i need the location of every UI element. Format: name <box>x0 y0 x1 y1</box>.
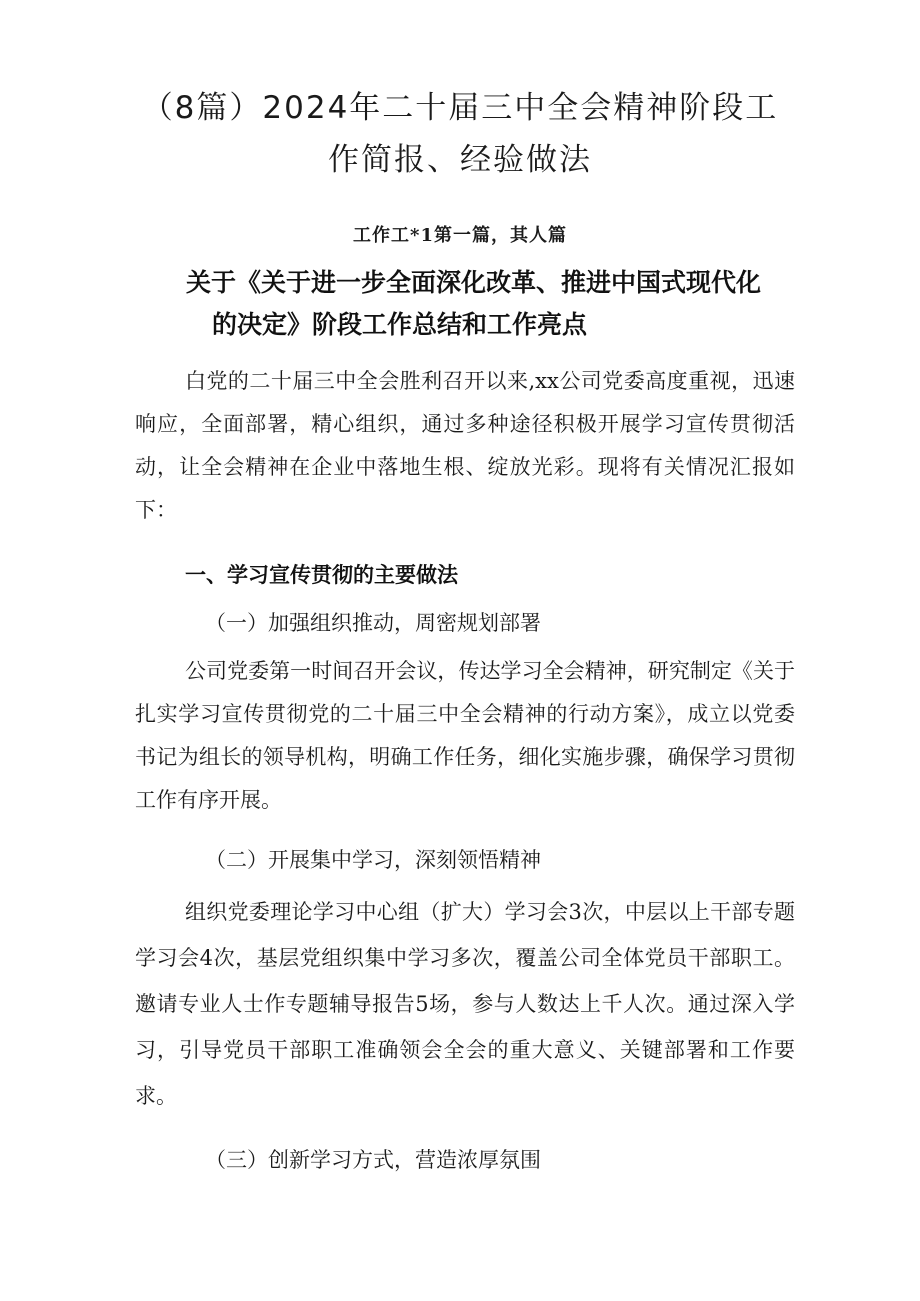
section-1-heading: 一、学习宣传贯彻的主要做法 <box>185 562 458 587</box>
subsection-3-heading: （三）创新学习方式，营造浓厚氛围 <box>205 1148 541 1172</box>
document-title <box>110 82 810 186</box>
article-title-line-1: 关于《关于进一步全面深化改革、推进中国式现代化 <box>186 268 762 297</box>
subsection-2-paragraph: 组织党委理论学习中心组（扩大）学习会3次，中层以上干部专题学习会4次，基层党组织集中学习多次，覆盖公司全体党员干部职工。邀请专业人士作专题辅导报告5场，参与人数达上千人次。通过深入学习，引导党员干部职工准确领会全会的重大意义、关键部署和工作要求。 <box>135 900 795 1108</box>
subsection-1-paragraph: 公司党委第一时间召开会议，传达学习全会精神，研究制定《关于扎实学习宣传贯彻党的二十届三中全会精神的行动方案》，成立以党委书记为组长的领导机构，明确工作任务，细化实施步骤，确保学习贯彻工作有序开展。 <box>135 659 795 812</box>
subsection-2-heading: （二）开展集中学习，深刻领悟精神 <box>205 848 541 872</box>
subsection-1-heading: （一）加强组织推动，周密规划部署 <box>205 611 541 635</box>
article-title-line-2: 的决定》阶段工作总结和工作亮点 <box>212 310 588 339</box>
document-title-line-2: 作简报、经验做法 <box>328 142 592 178</box>
intro-paragraph: 白党的二十届三中全会胜利召开以来,xx公司党委高度重视，迅速响应，全面部署，精心组织，通过多种途径积极开展学习宣传贯彻活动，让全会精神在企业中落地生根、绽放光彩。现将有关情况汇报如下： <box>135 369 795 522</box>
document-title-line-1: （8篇）2024年二十届三中全会精神阶段工 <box>141 90 779 126</box>
document-subtitle: 工作工*1第一篇，其人篇 <box>353 225 567 246</box>
article-title <box>150 262 830 346</box>
